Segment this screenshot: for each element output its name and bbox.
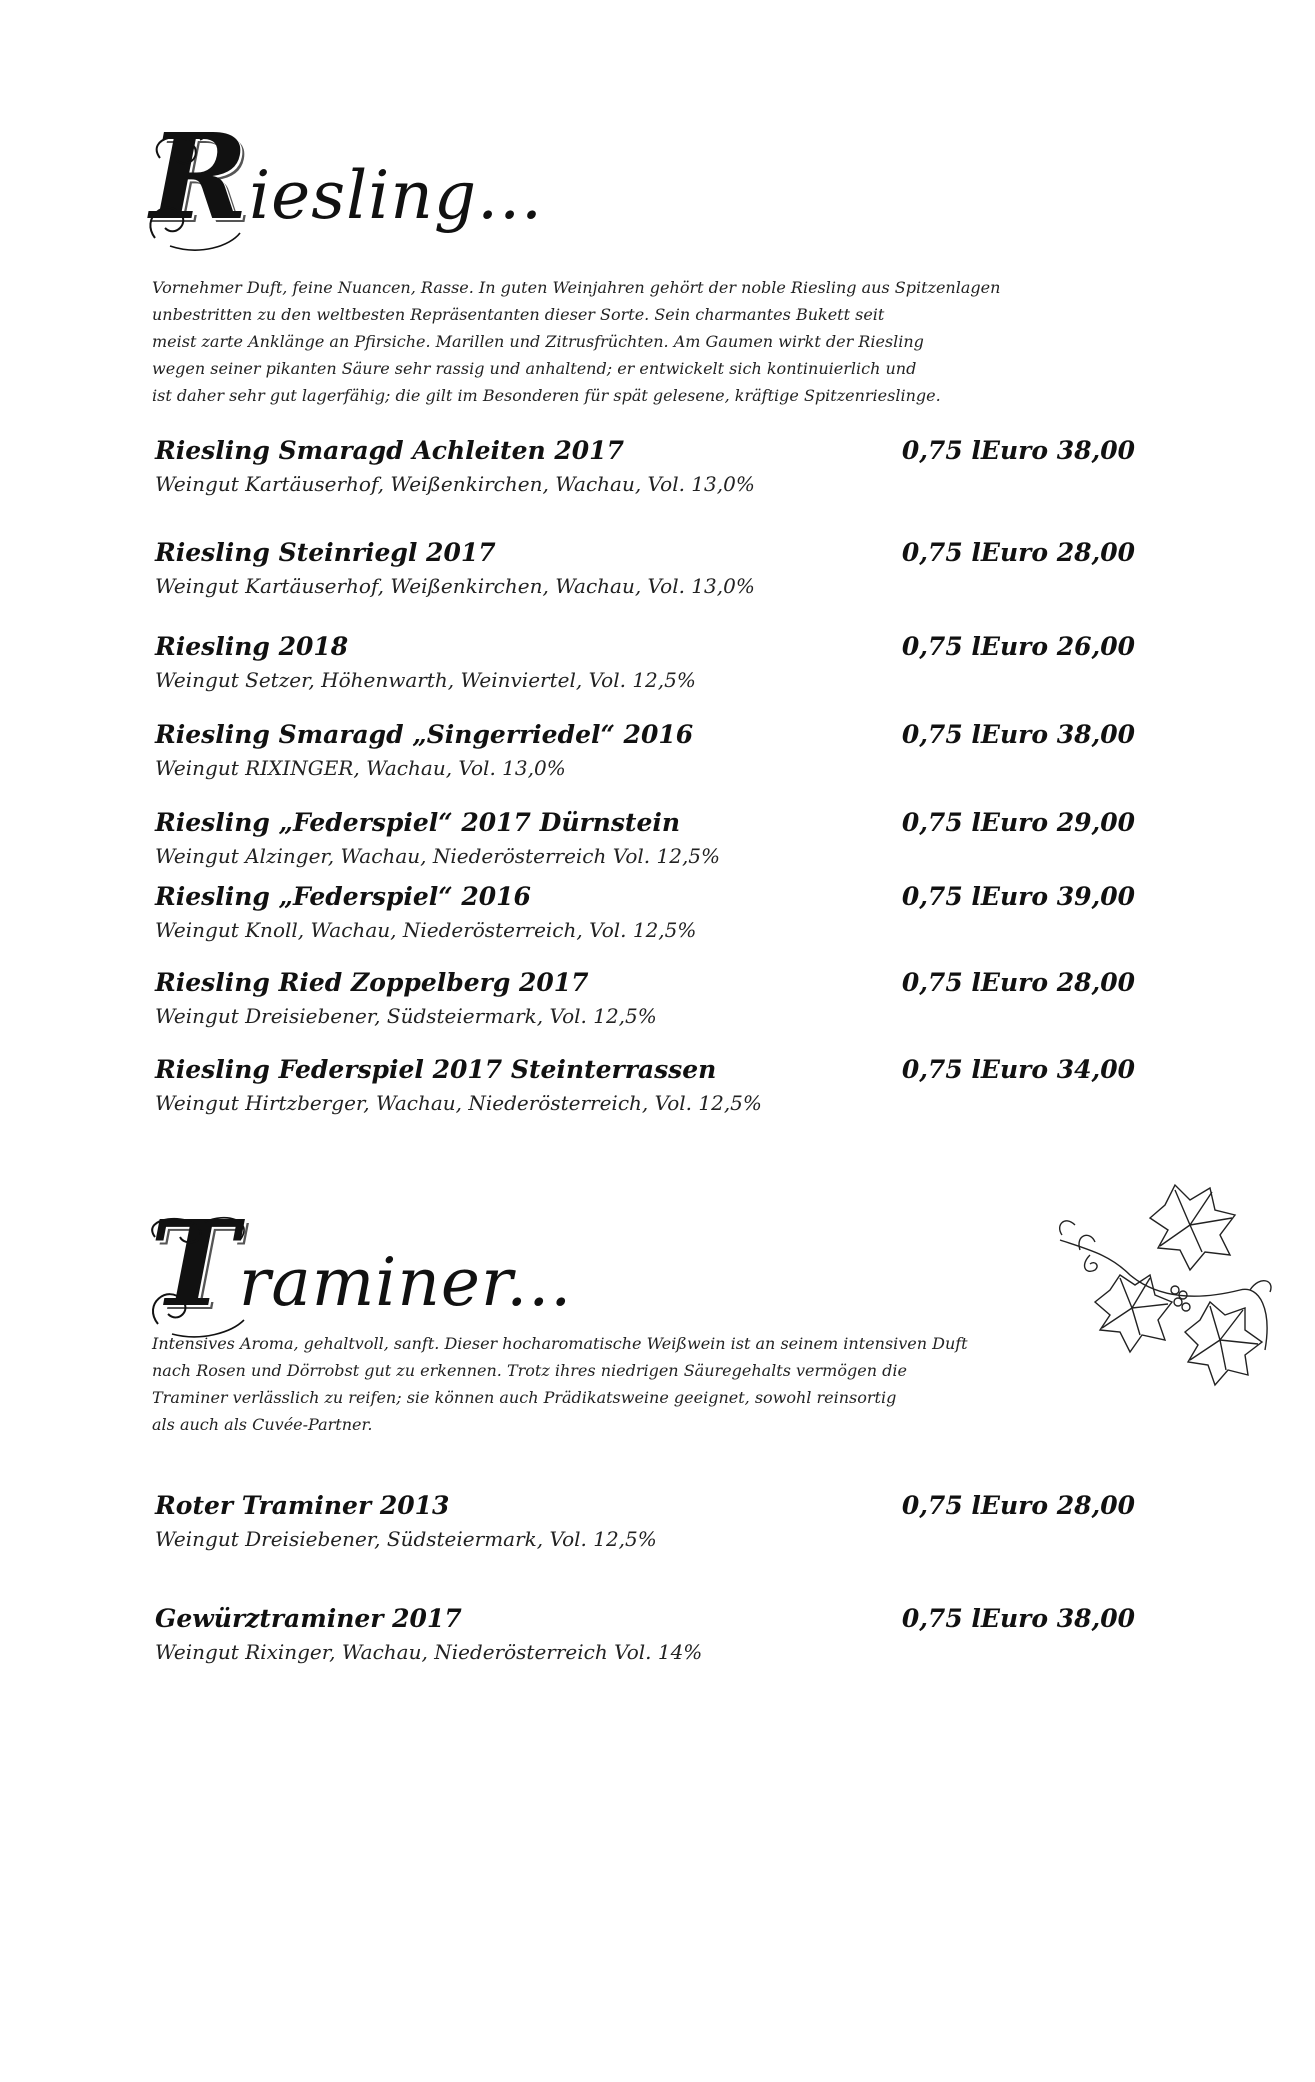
wine-description: Weingut Alzinger, Wachau, Niederösterreich Vol. 12,5% bbox=[155, 844, 721, 868]
wine-item bbox=[155, 720, 1135, 780]
wine-description: Weingut Hirtzberger, Wachau, Niederösterreich, Vol. 12,5% bbox=[155, 1091, 762, 1115]
grape-vine-leaves-icon bbox=[1050, 1180, 1280, 1420]
wine-name: Riesling „Federspiel“ 2017 Dürnstein bbox=[155, 808, 681, 837]
section-intro-riesling bbox=[152, 274, 1000, 409]
wine-name: Riesling Smaragd „Singerriedel“ 2016 bbox=[155, 720, 694, 749]
intro-line: nach Rosen und Dörrobst gut zu erkennen. Trotz ihres niedrigen Säuregehalts vermögen die bbox=[152, 1361, 907, 1380]
section-heading-riesling bbox=[150, 107, 544, 246]
wine-item bbox=[155, 808, 1135, 868]
heading-rest: raminer... bbox=[238, 1244, 573, 1321]
intro-line: unbestritten zu den weltbesten Repräsentanten dieser Sorte. Sein charmantes Bukett seit bbox=[152, 305, 885, 324]
wine-item bbox=[155, 1491, 1135, 1551]
wine-item bbox=[155, 882, 1135, 942]
wine-volume: 0,75 l bbox=[901, 968, 981, 997]
wine-volume: 0,75 l bbox=[901, 436, 981, 465]
intro-line: Traminer verlässlich zu reifen; sie können auch Prädikatsweine geeignet, sowohl reinsortig bbox=[152, 1388, 897, 1407]
wine-item bbox=[155, 1604, 1135, 1664]
wine-description: Weingut Dreisiebener, Südsteiermark, Vol. 12,5% bbox=[155, 1004, 657, 1028]
wine-price: Euro 38,00 bbox=[980, 436, 1135, 465]
wine-price: Euro 29,00 bbox=[980, 808, 1135, 837]
heading-initial: R bbox=[150, 107, 250, 246]
wine-description: Weingut Kartäuserhof, Weißenkirchen, Wachau, Vol. 13,0% bbox=[155, 574, 755, 598]
wine-name: Riesling Smaragd Achleiten 2017 bbox=[155, 436, 624, 465]
wine-volume: 0,75 l bbox=[901, 632, 981, 661]
wine-name: Roter Traminer 2013 bbox=[155, 1491, 450, 1520]
wine-name: Gewürztraminer 2017 bbox=[155, 1604, 462, 1633]
wine-description: Weingut Rixinger, Wachau, Niederösterreich Vol. 14% bbox=[155, 1640, 703, 1664]
wine-item bbox=[155, 1055, 1135, 1115]
wine-volume: 0,75 l bbox=[901, 1604, 981, 1633]
intro-line: als auch als Cuvée-Partner. bbox=[152, 1415, 373, 1434]
wine-price: Euro 28,00 bbox=[980, 538, 1135, 567]
wine-description: Weingut Setzer, Höhenwarth, Weinviertel, Vol. 12,5% bbox=[155, 668, 696, 692]
wine-description: Weingut RIXINGER, Wachau, Vol. 13,0% bbox=[155, 756, 566, 780]
intro-line: wegen seiner pikanten Säure sehr rassig und anhaltend; er entwickelt sich kontinuierlich und bbox=[152, 359, 917, 378]
intro-line: Vornehmer Duft, feine Nuancen, Rasse. In guten Weinjahren gehört der noble Riesling aus Spitzenlagen bbox=[152, 278, 1001, 297]
wine-item bbox=[155, 632, 1135, 692]
wine-description: Weingut Kartäuserhof, Weißenkirchen, Wachau, Vol. 13,0% bbox=[155, 472, 755, 496]
wine-volume: 0,75 l bbox=[901, 882, 981, 911]
wine-volume: 0,75 l bbox=[901, 538, 981, 567]
wine-price: Euro 28,00 bbox=[980, 1491, 1135, 1520]
wine-volume: 0,75 l bbox=[901, 1491, 981, 1520]
wine-name: Riesling „Federspiel“ 2016 bbox=[155, 882, 531, 911]
wine-name: Riesling 2018 bbox=[155, 632, 349, 661]
wine-item bbox=[155, 538, 1135, 598]
wine-price: Euro 39,00 bbox=[980, 882, 1135, 911]
wine-price: Euro 34,00 bbox=[980, 1055, 1135, 1084]
heading-rest: iesling... bbox=[249, 157, 544, 234]
wine-price: Euro 26,00 bbox=[980, 632, 1135, 661]
wine-item bbox=[155, 436, 1135, 496]
wine-volume: 0,75 l bbox=[901, 720, 981, 749]
heading-initial: T bbox=[150, 1194, 239, 1333]
wine-description: Weingut Dreisiebener, Südsteiermark, Vol. 12,5% bbox=[155, 1527, 657, 1551]
wine-price: Euro 38,00 bbox=[980, 720, 1135, 749]
intro-line: ist daher sehr gut lagerfähig; die gilt im Besonderen für spät gelesene, kräftige Spitzenrieslinge. bbox=[152, 386, 941, 405]
intro-line: meist zarte Anklänge an Pfirsiche. Marillen und Zitrusfrüchten. Am Gaumen wirkt der Riesling bbox=[152, 332, 924, 351]
wine-name: Riesling Steinriegl 2017 bbox=[155, 538, 496, 567]
wine-description: Weingut Knoll, Wachau, Niederösterreich, Vol. 12,5% bbox=[155, 918, 697, 942]
wine-name: Riesling Federspiel 2017 Steinterrassen bbox=[155, 1055, 717, 1084]
wine-volume: 0,75 l bbox=[901, 1055, 981, 1084]
wine-price: Euro 28,00 bbox=[980, 968, 1135, 997]
wine-volume: 0,75 l bbox=[901, 808, 981, 837]
wine-name: Riesling Ried Zoppelberg 2017 bbox=[155, 968, 589, 997]
intro-line: Intensives Aroma, gehaltvoll, sanft. Dieser hocharomatische Weißwein ist an seinem intensiven Duft bbox=[152, 1334, 968, 1353]
section-intro-traminer bbox=[152, 1330, 968, 1438]
wine-item bbox=[155, 968, 1135, 1028]
section-heading-traminer bbox=[150, 1194, 573, 1333]
wine-price: Euro 38,00 bbox=[980, 1604, 1135, 1633]
